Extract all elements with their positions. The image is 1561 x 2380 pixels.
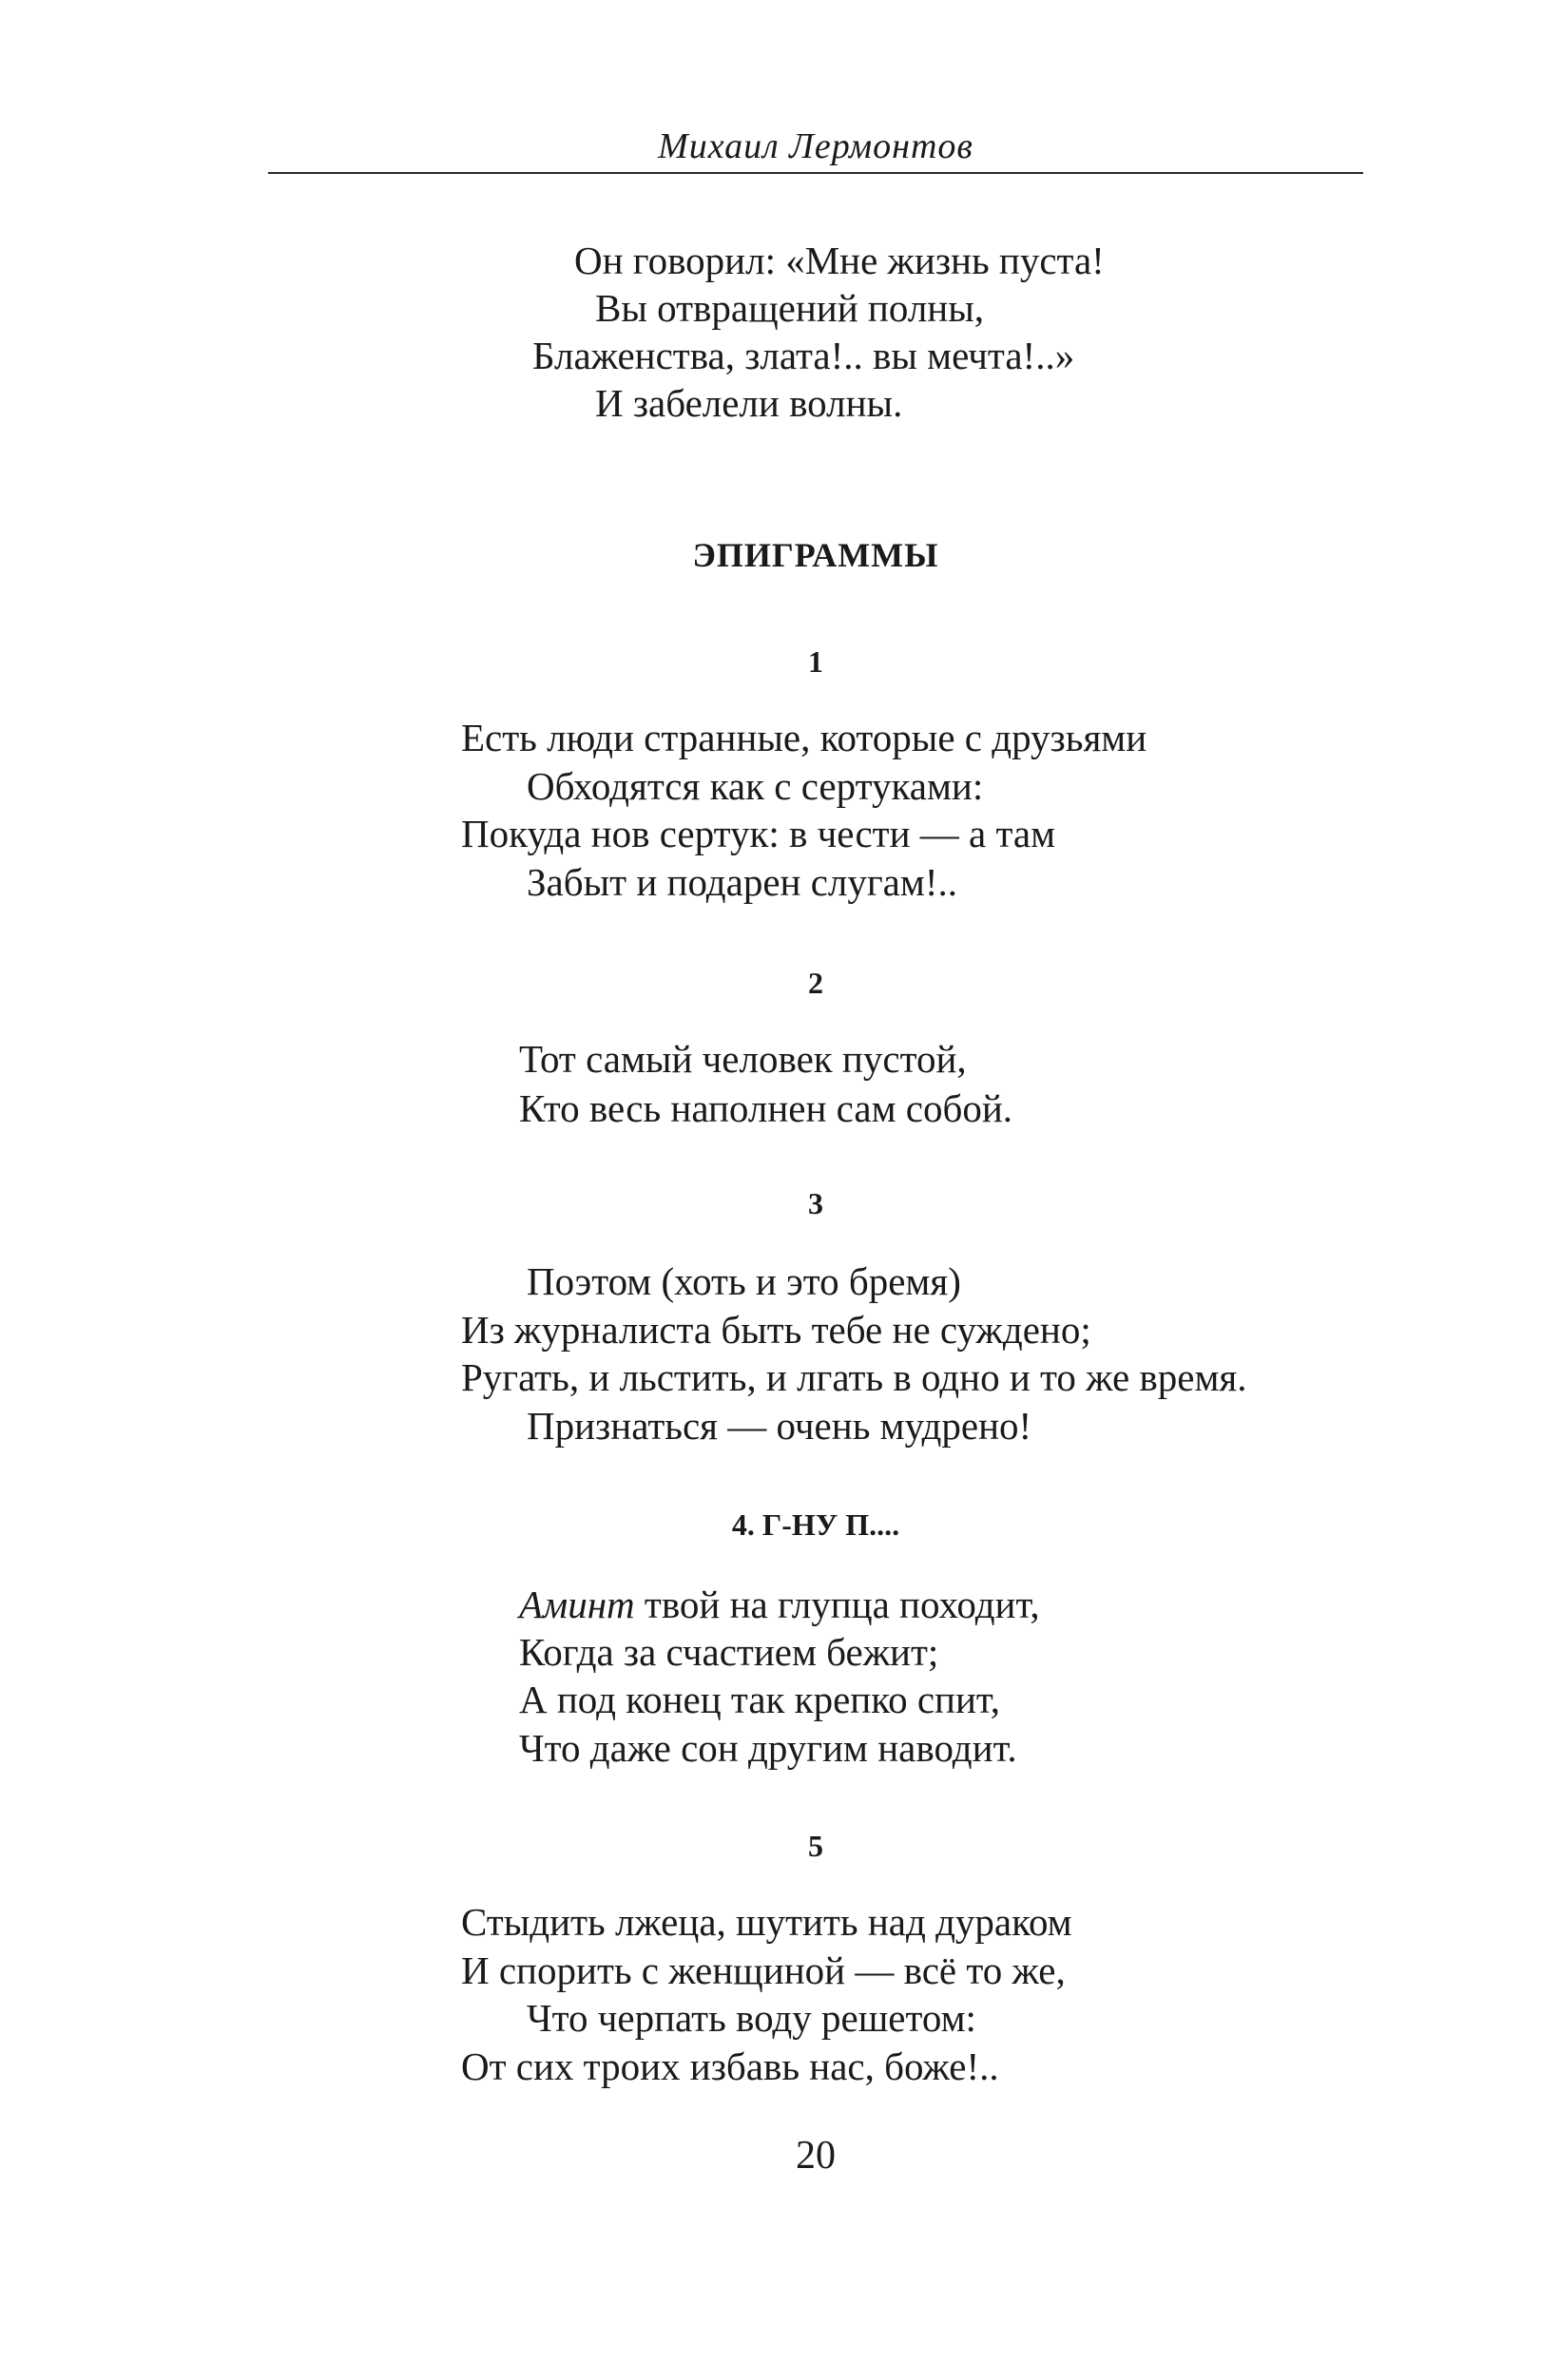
epigram-5-number: 5: [808, 1829, 823, 1863]
epigram-5-line-3: Что черпать воду решетом:: [527, 1996, 976, 2040]
epigram-3-number: 3: [808, 1186, 823, 1220]
epigram-4-line-2: Когда за счастием бежит;: [519, 1630, 939, 1674]
intro-line-4: И забелели волны.: [595, 381, 903, 425]
epigram-1-number: 1: [808, 644, 823, 679]
intro-line-1: Он говорил: «Мне жизнь пуста!: [574, 239, 1105, 282]
section-title: ЭПИГРАММЫ: [692, 536, 939, 574]
epigram-2-number: 2: [808, 966, 823, 1000]
page-number: 20: [796, 2134, 836, 2178]
epigram-1-line-1: Есть люди странные, которые с друзьями: [461, 716, 1147, 759]
epigram-4-line-3: А под конец так крепко спит,: [519, 1678, 1000, 1721]
epigram-5-line-1: Стыдить лжеца, шутить над дураком: [461, 1900, 1072, 1944]
intro-line-2: Вы отвращений полны,: [595, 286, 985, 330]
epigram-4-line-1-rest: твой на глупца походит,: [634, 1583, 1040, 1626]
epigram-3-line-4: Признаться — очень мудрено!: [527, 1404, 1032, 1448]
running-header-author: Михаил Лермонтов: [658, 126, 973, 166]
epigram-5-line-2: И спорить с женщиной — всё то же,: [461, 1948, 1066, 1992]
epigram-1-line-4: Забыт и подарен слугам!..: [527, 860, 957, 904]
epigram-3-line-2: Из журналиста быть тебе не суждено;: [461, 1308, 1091, 1352]
epigram-4-italic-name: Аминт: [519, 1583, 635, 1626]
epigram-5-line-4: От сих троих избавь нас, боже!..: [461, 2044, 999, 2088]
epigram-1-line-2: Обходятся как с сертуками:: [527, 764, 984, 808]
intro-line-3: Блаженства, злата!.. вы мечта!..»: [532, 334, 1075, 377]
epigram-2-line-2: Кто весь наполнен сам собой.: [519, 1086, 1013, 1130]
epigram-4-heading: 4. Г-НУ П....: [731, 1507, 900, 1542]
header-rule: [268, 172, 1363, 174]
epigram-2-line-1: Тот самый человек пустой,: [519, 1037, 967, 1081]
epigram-4-line-1: [519, 1582, 1040, 1627]
epigram-4-line-4: Что даже сон другим наводит.: [519, 1726, 1017, 1770]
epigram-3-line-1: Поэтом (хоть и это бремя): [527, 1259, 961, 1303]
epigram-3-line-3: Ругать, и льстить, и лгать в одно и то же время.: [461, 1355, 1247, 1399]
epigram-1-line-3: Покуда нов сертук: в чести — а там: [461, 812, 1056, 855]
